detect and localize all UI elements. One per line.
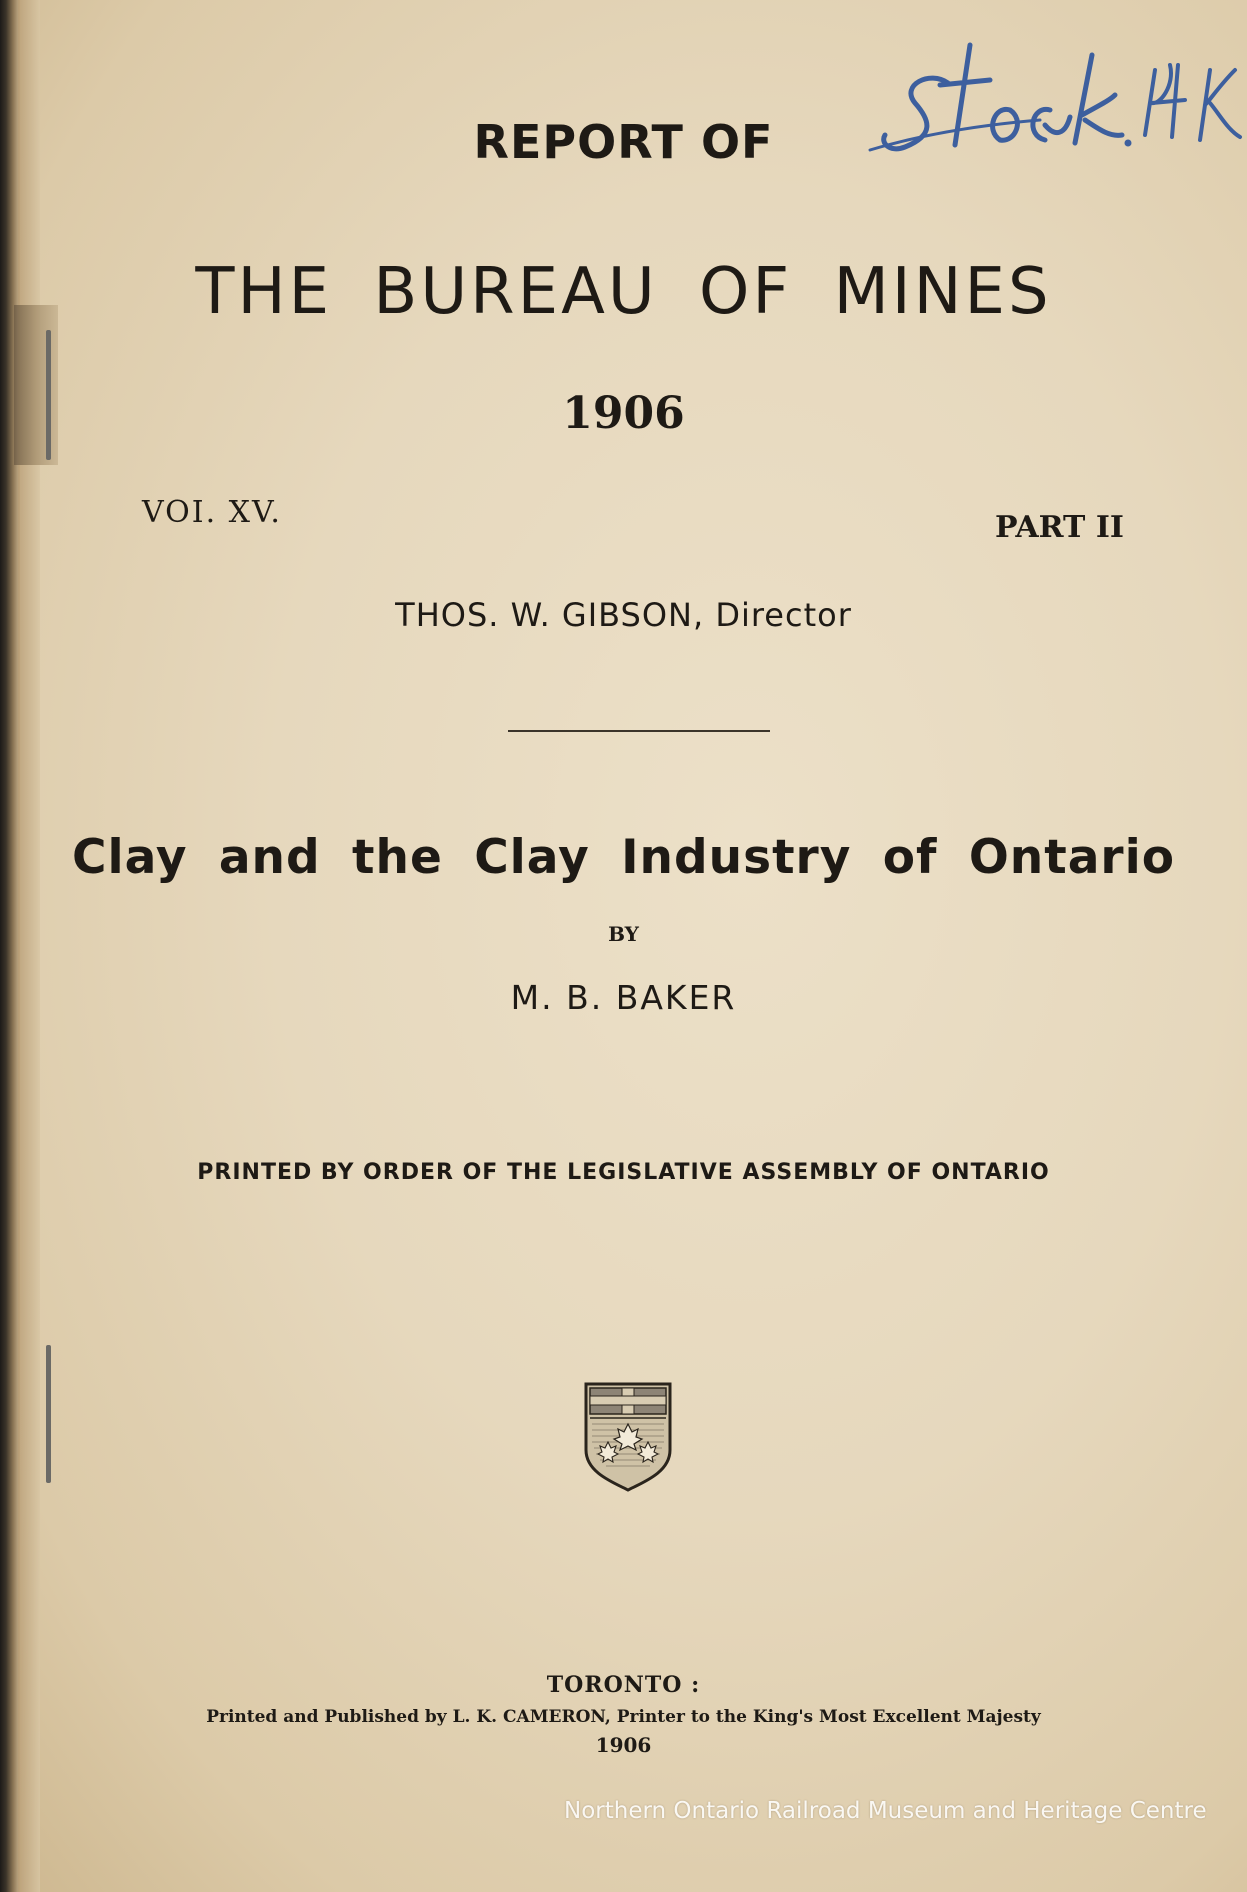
report-year: 1906: [562, 388, 685, 439]
binding-tape: [14, 305, 58, 465]
museum-watermark: Northern Ontario Railroad Museum and Heritage Centre: [564, 1798, 1207, 1824]
volume-label: VOI. XV.: [142, 495, 282, 530]
ontario-coat-of-arms-icon: [582, 1380, 674, 1492]
part-label: PART II: [995, 510, 1124, 545]
bureau-title: THE BUREAU OF MINES: [195, 255, 1052, 329]
director-line: THOS. W. GIBSON, Director: [395, 596, 852, 634]
main-title: Clay and the Clay Industry of Ontario: [71, 830, 1176, 885]
publication-year: 1906: [595, 1733, 652, 1757]
staple-bottom: [46, 1345, 51, 1483]
publisher-line: Printed and Published by L. K. CAMERON, Printer to the King's Most Excellent Majesty: [206, 1707, 1041, 1727]
by-label: BY: [608, 922, 639, 946]
printed-by-order-line: PRINTED BY ORDER OF THE LEGISLATIVE ASSEMBLY OF ONTARIO: [197, 1160, 1050, 1185]
horizontal-rule: [508, 730, 770, 732]
author-name: M. B. BAKER: [510, 978, 737, 1017]
report-of-heading: REPORT OF: [473, 115, 774, 169]
publication-city: TORONTO :: [546, 1672, 701, 1698]
